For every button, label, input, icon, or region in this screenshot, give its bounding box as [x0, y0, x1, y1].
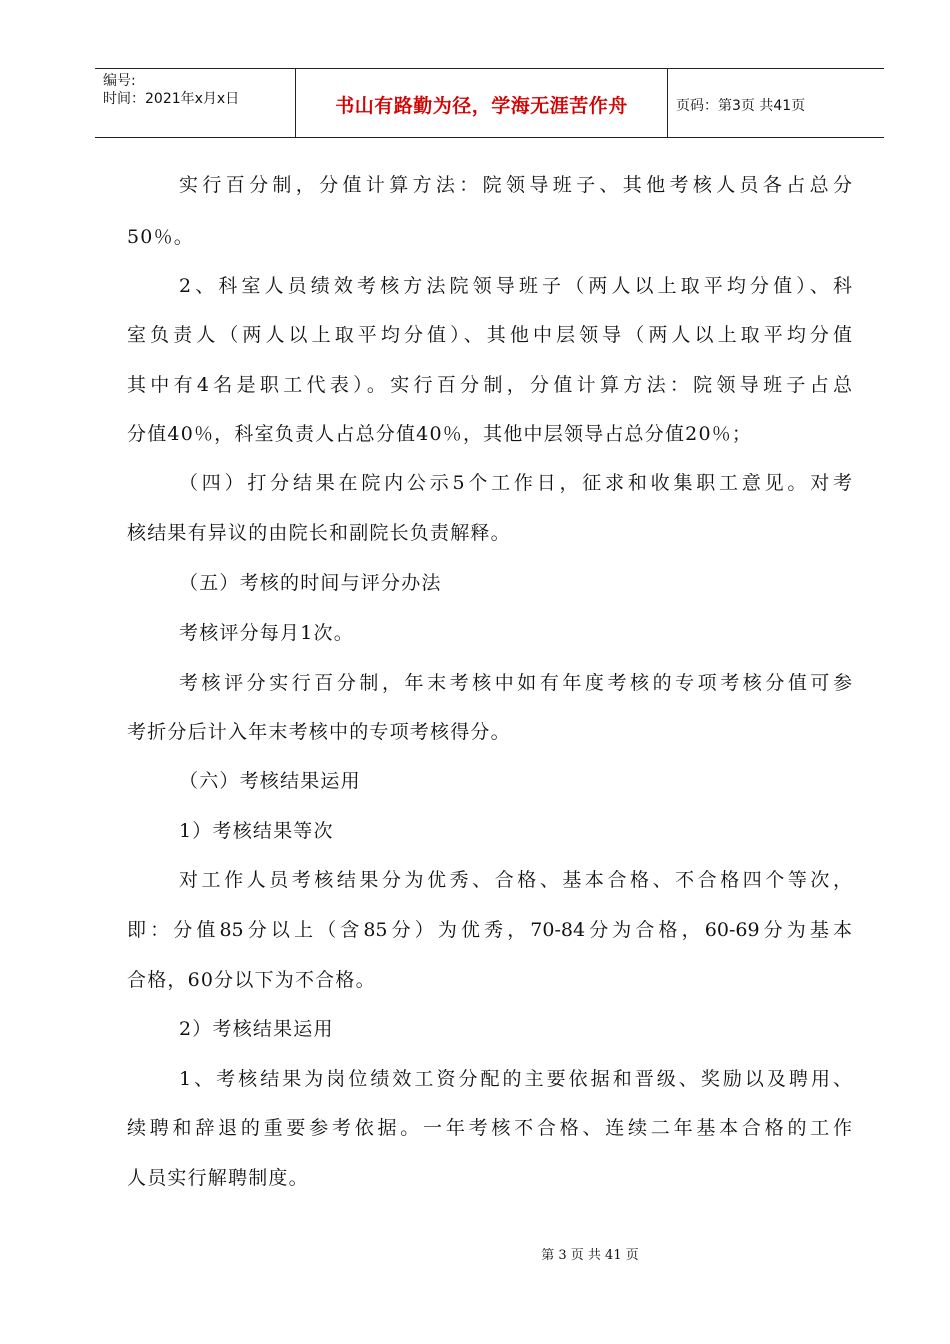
text-line: 考折分后计入年末考核中的专项考核得分。: [127, 721, 511, 743]
header-page-cell: [667, 69, 884, 137]
text-line: （五）考核的时间与评分办法: [179, 572, 442, 594]
text-line: 2）考核结果运用: [179, 1018, 334, 1040]
text-line: 对工作人员考核结果分为优秀、合格、基本合格、不合格四个等次，: [179, 869, 852, 891]
page-header: [95, 68, 884, 138]
text-line: 实行百分制，分值计算方法：院领导班子、其他考核人员各占总分: [179, 174, 852, 196]
header-meta-cell: [95, 69, 295, 137]
text-line: 室负责人（两人以上取平均分值）、其他中层领导（两人以上取平均分值: [127, 324, 852, 346]
text-line: 续聘和辞退的重要参考依据。一年考核不合格、连续二年基本合格的工作: [127, 1117, 852, 1139]
text-line: （六）考核结果运用: [179, 770, 361, 792]
text-line: 考核评分每月1次。: [179, 622, 354, 644]
page-footer: [0, 1244, 950, 1263]
page-info: 页码：第3页 共41页: [676, 98, 806, 114]
time-label: 时间：2021年x月x日: [103, 91, 240, 107]
footer-page-number: 第 3 页 共 41 页: [541, 1248, 639, 1263]
text-line: 考核评分实行百分制，年末考核中如有年度考核的专项考核分值可参: [179, 672, 852, 694]
number-label: 编号:: [103, 73, 136, 89]
header-motto-cell: [295, 69, 668, 137]
text-line: 即：分值85分以上（含85分）为优秀，70-84分为合格，60-69分为基本: [127, 919, 852, 941]
text-line: 50％。: [127, 226, 194, 248]
text-line: 1）考核结果等次: [179, 820, 334, 842]
text-line: 合格，60分以下为不合格。: [127, 969, 376, 991]
text-line: 核结果有异议的由院长和副院长负责解释。: [127, 522, 511, 544]
text-line: 2、科室人员绩效考核方法院领导班子（两人以上取平均分值）、科: [179, 275, 852, 297]
text-line: 人员实行解聘制度。: [127, 1167, 309, 1189]
text-line: 1、考核结果为岗位绩效工资分配的主要依据和晋级、奖励以及聘用、: [179, 1068, 852, 1090]
motto: 书山有路勤为径，学海无涯苦作舟: [335, 95, 628, 117]
text-line: 分值40％，科室负责人占总分值40％，其他中层领导占总分值20％；: [127, 423, 753, 445]
text-line: （四）打分结果在院内公示5个工作日，征求和收集职工意见。对考: [179, 472, 852, 494]
text-line: 其中有4名是职工代表）。实行百分制，分值计算方法：院领导班子占总: [127, 374, 852, 396]
